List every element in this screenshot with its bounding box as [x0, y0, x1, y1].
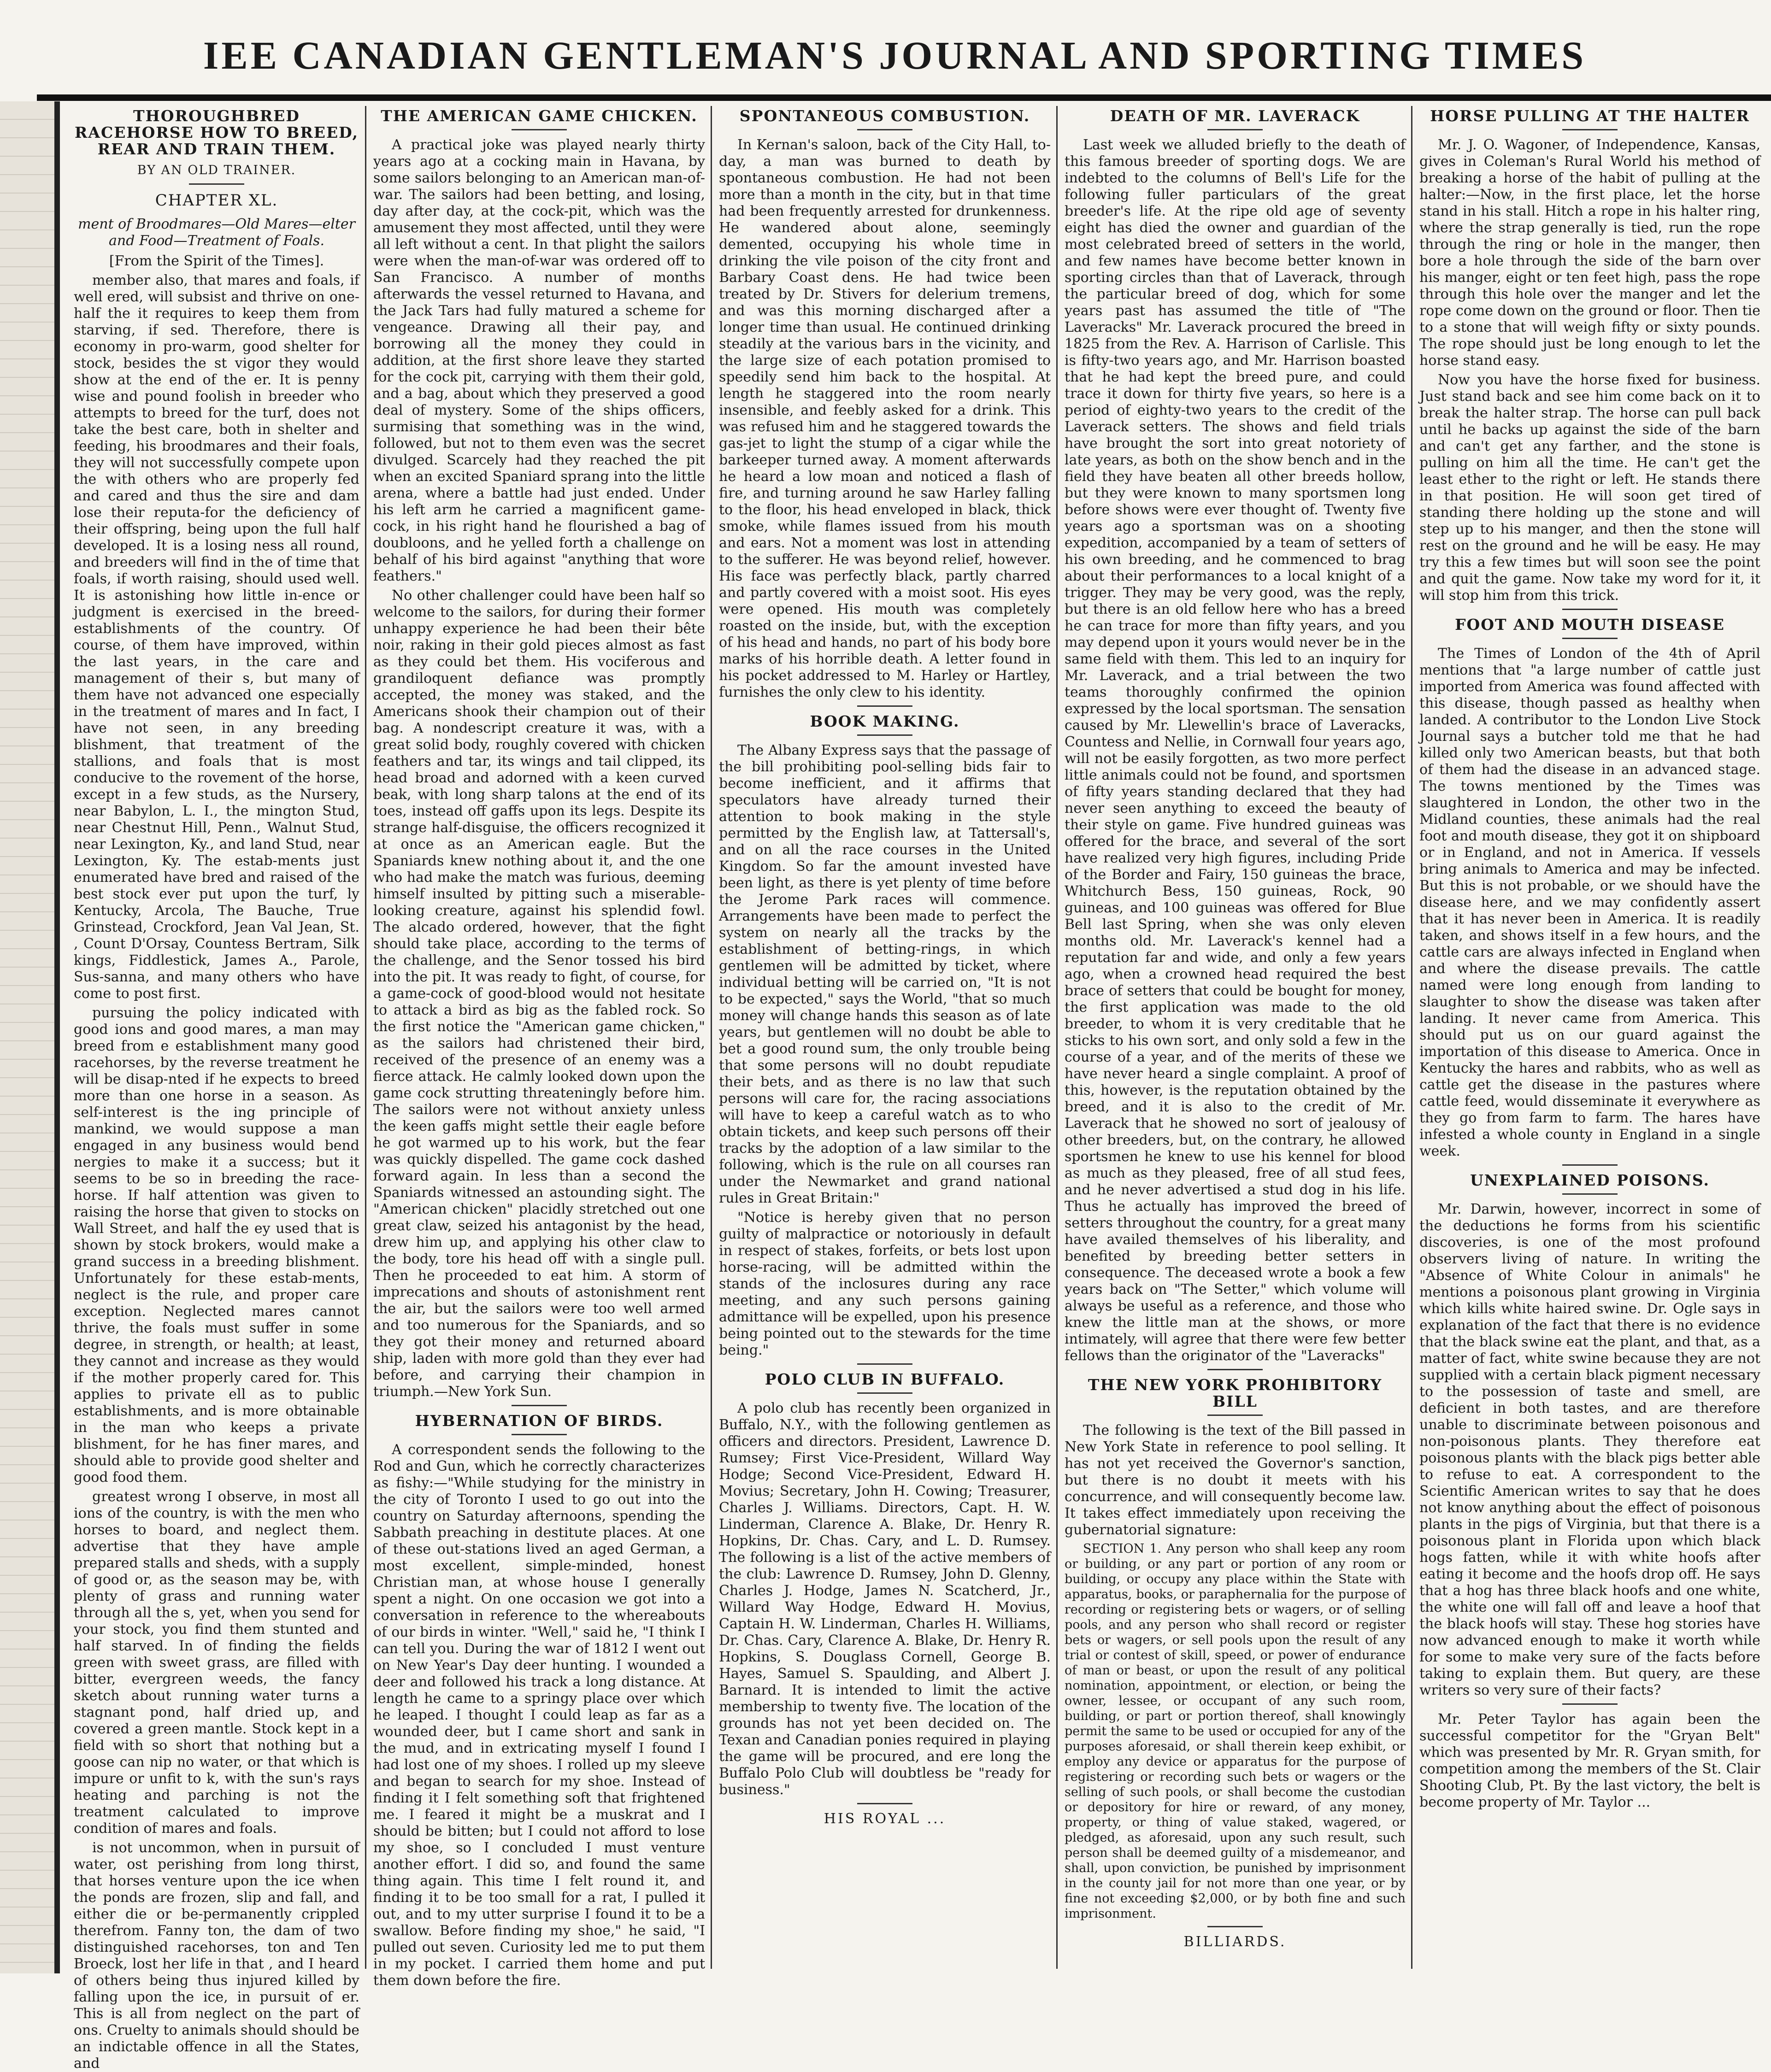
- article-title: THE AMERICAN GAME CHICKEN.: [381, 107, 698, 125]
- article-title: THOROUGHBRED RACEHORSE HOW TO BREED, REAR AND TRAIN THEM.: [74, 107, 359, 158]
- paragraph: In Kernan's saloon, back of the City Hall, to-day, a man was burned to death by spontaneous combustion. He had not been more than a month in the city, but in that time had been frequently arrested for drunkenness. He wandered about alone, seemingly demented, occupying his whole time in drinking the vile poison of the city front and Barbary Coast dens. He had twice been treated by Dr. Stivers for delerium tremens, and was this morning discharged after a longer time than usual. He continued drinking steadily at the various bars in the vicinity, and the large size of each potation promised to speedily send him back to the hospital. At length he staggered into the room nearly insensible, and feebly asked for a drink. This was refused him and he staggered towards the gas-jet to light the stump of a cigar while the barkeeper turned away. A moment afterwards he heard a low moan and noticed a flash of fire, and turning around he saw Harley falling to the floor, his head enveloped in black, thick smoke, while flames issued from his mouth and ears. Not a moment was lost in attending to the sufferer. He was beyond relief, however. His face was perfectly black, partly charred and partly covered with a moist soot. His eyes were opened. His mouth was completely roasted on the inside, but, with the exception of his head and hands, no part of his body bore marks of his horrible death. A letter found in his pocket addressed to M. Harley or Hartley, furnishes the only clew to his identity.: [719, 137, 1051, 700]
- divider: [512, 1434, 567, 1435]
- paragraph: A polo club has recently been organized in Buffalo, N.Y., with the following gentlemen as officers and directors. President, Lawrence D. Rumsey; First Vice-President, Willard Way Hodge; Second Vice-President, Edward H. Movius; Secretary, John H. Cowing; Treasurer, Charles J. Williams. Directors, Capt. H. W. Linderman, Clarence A. Blake, Dr. Henry R. Hopkins, Dr. Chas. Cary, and L. D. Rumsey. The following is a list of the active members of the club: Lawrence D. Rumsey, John D. Glenny, Charles J. Hodge, James N. Scatcherd, Jr., Willard Way Hodge, Edward H. Movius, Captain H. W. Linderman, Charles H. Williams, Dr. Chas. Cary, Clarence A. Blake, Dr. Henry R. Hopkins, S. Douglass Cornell, George B. Hayes, Samuel S. Spaulding, and Albert J. Barnard. It is intended to limit the active membership to twenty five. The location of the grounds has not yet been decided on. The Texan and Canadian ponies required in playing the game will be procured, and ere long the Buffalo Polo Club will doubtless be "ready for business.": [719, 1400, 1051, 1798]
- masthead-rule: [37, 94, 1771, 101]
- paragraph: is not uncommon, when in pursuit of water, ost perishing from long thirst, that horses venture upon the ice when the ponds are frozen, slip and fall, and either die or be-permanently crippled therefrom. Fanny ton, the dam of two distinguished racehorses, ton and Ten Broeck, lost her life in that , and I heard of others being thus injured killed by falling upon the ice, in pursuit of er. This is all from neglect on the part of ons. Cruelty to animals should should be an indictable offence in all the States, and: [74, 1840, 359, 2072]
- cutoff-heading: BILLIARDS.: [1183, 1934, 1287, 1950]
- cropped-left-column: [0, 101, 60, 1973]
- divider: [1207, 129, 1263, 130]
- paragraph: The Albany Express says that the passage of the bill prohibiting pool-selling bids fair to become inefficient, and it affirms that speculators have already turned their attention to book making in the style permitted by the English law, at Tattersall's, and on all the race courses in the United Kingdom. So far the amount invested have been light, as there is yet plenty of time before the Jerome Park races will commence. Arrangements have been made to perfect the system on nearly all the tracks by the establishment of betting-rings, in which gentlemen will be admitted by ticket, where individual betting will be carried on, "It is not to be expected," says the World, "that so much money will change hands this season as of late years, but gentlemen will no doubt be able to bet a good round sum, the only trouble being that some persons will no doubt repudiate their bets, and as there is no law that such persons will care for, the racing associations will have to keep a careful watch as to who obtain tickets, and keep such persons off their tracks by the adoption of a law similar to the following, which is the rule on all courses ran under the Newmarket and grand national rules in Great Britain:": [719, 742, 1051, 1206]
- paragraph: pursuing the policy indicated with good ions and good mares, a man may breed from e establishment many good racehorses, by the reverse treatment he will be disap-nted if he expects to breed more than one horse in a season. As self-interest is the ing principle of mankind, we would suppose a man engaged in any business would bend nergies to make it a success; but it seems to be so in breeding the race-horse. If half attention was given to raising the horse that given to stocks on Wall Street, and half the ey used that is shown by stock brokers, would make a grand success in a breeding blishment. Unfortunately for these estab-ments, neglect is the rule, and proper care exception. Neglected mares cannot thrive, the foals must suffer in some degree, in strength, or health; at least, they cannot and increase as they would if the mother properly cared for. This applies to private ell as to public establishments, and is more obtainable in the man who keeps a private blishment, for he has finer mares, and should able to provide good shelter and good food them.: [74, 1005, 359, 1485]
- paragraph: No other challenger could have been half so welcome to the sailors, for during their former unhappy experience he had been their bête noir, raking in their gold pieces almost as fast as they could bet them. His vociferous and grandiloquent defiance was promptly accepted, the money was staked, and the Americans shook their champion out of their bag. A nondescript creature it was, with a great solid body, roughly covered with chicken feathers and tar, its wings and tail clipped, its head broad and adorned with a keen curved beak, with long sharp talons at the end of its toes, instead off gaffs upon its legs. Despite its strange half-disguise, the officers recognized it at once as an American eagle. But the Spaniards knew nothing about it, and the one who had make the match was furious, deeming himself insulted by pitting such a miserable-looking creature, against his splendid fowl. The alcado ordered, however, that the fight should take place, according to the terms of the challenge, and the Senor tossed his bird into the pit. It was ready to fight, of course, for a game-cock of good-blood would not hesitate to attack a bird as big as the fabled rock. So the first notice the "American game chicken," as the sailors had christened their bird, received of the presence of an enemy was a fierce attack. He calmly looked down upon the game cock strutting threateningly before him. The sailors were not without anxiety unless the keen gaffs might settle their eagle before he got warmed up to his work, but the fear was quickly dispelled. The game cock dashed forward again. In less than a second the Spaniards witnessed an astounding sight. The "American chicken" placidly stretched out one great claw, seized his antagonist by the head, drew him up, and applying his other claw to the body, tore his head off with a single pull. Then he proceeded to eat him. A storm of imprecations and shouts of astonishment rent the air, but the sailors were too well armed and too numerous for the Spaniards, and so they got their money and returned aboard ship, laden with more gold than they ever had before, and carrying their champion in triumph.—New York Sun.: [373, 587, 705, 1400]
- divider: [857, 1803, 912, 1804]
- paragraph: Last week we alluded briefly to the death of this famous breeder of sporting dogs. We are indebted to the columns of Bell's Life for the following fuller particulars of the great breeder's life. At the ripe old age of seventy eight has died the owner and guardian of the most celebrated breed of setters in the world, and few names have become better known in sporting circles than that of Laverack, through the particular breed of dog, which for some years past has assumed the title of "The Laveracks" Mr. Laverack procured the breed in 1825 from the Rev. A. Harrison of Carlisle. This is fifty-two years ago, and Mr. Harrison boasted that he had kept the breed pure, and could trace it down for thirty five years, so here is a period of eighty-two years to the credit of the Laverack setters. The shows and field trials have brought the sort into great notoriety of late years, as both on the show bench and in the field they have beaten all other breeds hollow, but they were known to many sportsmen long before shows were ever thought of. Twenty five years ago a sportsman was on a shooting expedition, accompanied by a team of setters of his own breeding, and he commenced to brag about their performances to a local knight of a trigger. They may be very good, was the reply, but there is an old fellow here who has a breed he can trace for more than fifty years, and you may depend upon it yours would never be in the same field with them. This led to an inquiry for Mr. Laverack, and a trial between the two teams thoroughly confirmed the opinion expressed by the local sportsman. The sensation caused by Mr. Llewellin's brace of Laveracks, Countess and Nellie, in Cornwall four years ago, will not be easily forgotten, as two more perfect little animals could not be found, and sportsmen of fifty years standing declared that they had never seen anything to exceed the beauty of their style on game. Five hundred guineas was offered for the brace, and several of the sort have realized very high figures, including Pride of the Border and Fairy, 150 guineas the brace, Whitchurch Bess, 150 guineas, Rock, 90 guineas, and 100 guineas was offered for Blue Bell last Spring, when she was only eleven months old. Mr. Laverack's kennel had a reputation far and wide, and only a few years ago, when a crowned head required the best brace of setters that could be bought for money, the first application was made to the old breeder, to whom it is very creditable that he sticks to his own sort, and only sold a few in the course of a year, and of the merits of these we have never heard a single complaint. A proof of this, however, is the reputation obtained by the breed, and it is also to the credit of Mr. Laverack that he showed no sort of jealousy of other breeders, but, on the contrary, he allowed sportsmen he knew to use his kennel for blood as much as they pleased, free of all stud fees, and he never advertised a stud dog in his life. Thus he actually has improved the breed of setters throughout the country, for a great many have availed themselves of his liberality, and benefited by breeding better setters in consequence. The deceased wrote a book a few years back on "The Setter," which volume will always be useful as a reference, and those who knew the little man at the shows, or more intimately, will agree that there were few better fellows than the originator of the "Laveracks": [1065, 137, 1406, 1364]
- column-separator: [365, 106, 366, 1969]
- divider: [1207, 1369, 1263, 1370]
- page-columns: [65, 106, 1766, 2072]
- chapter-heading: CHAPTER XL.: [155, 191, 278, 210]
- column-3: [719, 106, 1051, 1969]
- divider: [512, 129, 567, 130]
- column-separator: [1056, 106, 1058, 1969]
- divider: [857, 705, 912, 707]
- column-4: [1065, 106, 1406, 1969]
- column-separator: [711, 106, 712, 1969]
- paragraph: Mr. Peter Taylor has again been the successful competitor for the "Gryan Belt" which was presented by Mr. R. Gryan smith, for competition among the members of the St. Clair Shooting Club, Pt. By the last victory, the belt is become property of Mr. Taylor ...: [1419, 1711, 1760, 1810]
- cutoff-heading: HIS ROYAL ...: [824, 1811, 946, 1827]
- paragraph: Mr. J. O. Wagoner, of Independence, Kansas, gives in Coleman's Rural World his method of breaking a horse of the habit of pulling at the halter:—Now, in the first place, let the horse stand in his stall. Hitch a rope in his halter ring, where the strap generally is tied, run the rope through the ring or hole in the manger, then bore a hole through the side of the barn over his manger, eight or ten feet high, pass the rope through this hole over the manger and let the rope come down on the ground or floor. Then tie to a stone that will weigh fifty or sixty pounds. The rope should just be long enough to let the horse stand easy.: [1419, 137, 1760, 369]
- divider: [1562, 638, 1618, 639]
- masthead: [0, 0, 1771, 99]
- divider: [857, 734, 912, 736]
- divider: [1562, 1193, 1618, 1195]
- paragraph: The Times of London of the 4th of April mentions that "a large number of cattle just imported from America was found affected with this disease, though passed as healthy when landed. A contributor to the London Live Stock Journal says a butcher told me that he had killed only two American beasts, but that both of them had the disease in an advanced stage. The towns mentioned by the Times was slaughtered in London, the other two in the Midland counties, these animals had the real foot and mouth disease, they got it on shipboard or in England, and not in America. If vessels bring animals to America and may be infected. But this is not probable, or we should have the disease here, and we may confidently assert that it has never been in America. It is readily taken, and shows itself in a few hours, and the cattle cars are always infected in England when and where the disease prevails. The cattle named were long enough from landing to slaughter to show the disease was taken after landing. It never came from America. This should put us on our guard against the importation of this disease to America. Once in Kentucky the hares and rabbits, who as well as cattle get the disease in the pastures where cattle feed, would disseminate it everywhere as they go from farm to farm. The hares have infested a whole county in England in a single week.: [1419, 646, 1760, 1159]
- article-title: HYBERNATION OF BIRDS.: [415, 1412, 664, 1430]
- divider: [1207, 1415, 1263, 1416]
- divider: [1562, 609, 1618, 610]
- left-edge-rule: [54, 101, 60, 1973]
- paragraph: A practical joke was played nearly thirty years ago at a cocking main in Havana, by some sailors belonging to an American man-of-war. The sailors had been betting, and losing, day after day, at the cock-pit, which was the amusement they most affected, until they were all left without a cent. In that plight the sailors were when the man-of-war was ordered off to San Francisco. A number of months afterwards the vessel returned to Havana, and the Jack Tars had fully matured a scheme for vengeance. Drawing all their pay, and borrowing all the money they could in addition, at the first shore leave they started for the cock pit, carrying with them their gold, and a bag, about which they preserved a good deal of mystery. Some of the ships officers, surmising that something was in the wind, followed, but not to them even was the secret divulged. Scarcely had they reached the pit when an excited Spaniard sprang into the little arena, where a battle had just ended. Under his left arm he carried a magnificent game-cock, in his right hand he flourished a bag of doubloons, and he yelled forth a challenge on behalf of his bird against "anything that wore feathers.": [373, 137, 705, 584]
- divider: [857, 129, 912, 130]
- column-1: [74, 106, 359, 2072]
- byline: BY AN OLD TRAINER.: [137, 163, 296, 177]
- column-5: [1419, 106, 1760, 1969]
- masthead-title: IEE CANADIAN GENTLEMAN'S JOURNAL AND SPORTING TIMES: [203, 33, 1587, 77]
- paragraph: Mr. Darwin, however, incorrect in some of the deductions he forms from his scientific discoveries, is one of the most profound observers living of nature. In writing the "Absence of White Colour in animals" he mentions a poisonous plant growing in Virginia which kills white haired swine. Dr. Ogle says in explanation of the fact that there is no evidence that the black swine eat the plant, and that, as a matter of fact, white swine because they are not supplied with a certain black pigment necessary to the possession of taste and smell, are deficient in both tastes, and are therefore unable to discriminate between poisonous and non-poisonous plants. They therefore eat poisonous plants with the black pigs better able to refuse to eat. A correspondent to the Scientific American writes to say that he does not know anything about the effect of poisonous plants in the pigs of Virginia, but that there is a poisonous plant in Florida upon which black hogs fatten, while it with white hoofs after eating it become and the hoofs drop off. He says that a hog has three black hoofs and one white, the white one will fall off and leave a hoof that the black hoofs will stay. These hog stories have now advanced enough to make it worth while for some to make very sure of the facts before taking to explain them. But query, are these writers so very sure of their facts?: [1419, 1201, 1760, 1698]
- article-title: BOOK MAKING.: [810, 712, 960, 730]
- paragraph: member also, that mares and foals, if well ered, will subsist and thrive on one-half the it requires to keep them from starving, if sed. Therefore, there is economy in pro-warm, good shelter for stock, besides the st vigor they would show at the end of the er. It is penny wise and pound foolish in breeder who attempts to breed for the turf, does not take the best care, both in shelter and feeding, his broodmares and their foals, they will not successfully compete upon the with others who are properly fed and cared and thus the sire and dam lose their reputa-for the deficiency of their offspring, being upon the full half developed. It is a losing ness all round, and breeders will find in the of time that foals, if worth raising, should used well. It is astonishing how little in-ence or judgment is exercised in the breed-establishments of the country. Of course, of them have improved, within the last years, in the care and management of their s, but many of them have not advanced one especially in the treatment of mares and In fact, I have not seen, in any breeding blishment, that treatment of the stallions, and foals that is most conducive to the rovement of the horse, except in a few studs, as the Nursery, near Babylon, L. I., the mington Stud, near Chestnut Hill, Penn., Walnut Stud, near Lexington, Ky., and land Stud, near Lexington, Ky. The estab-ments just enumerated have bred and raised of the best stock ever put upon the turf, ly Kentucky, Arcola, The Bauche, True Grinstead, Crockford, Jean Val Jean, St. , Count D'Orsay, Countess Bertram, Silk kings, Fiddlestick, James A., Parole, Sus-sanna, and many others who have come to post first.: [74, 272, 359, 1002]
- column-2: [373, 106, 705, 1989]
- paragraph: A correspondent sends the following to the Rod and Gun, which he correctly characterizes as fishy:—"While studying for the ministry in the city of Toronto I used to go out into the country on Saturday afternoons, spending the Sabbath preaching in destitute places. At one of these out-stations lived an aged German, a most excellent, simple-minded, honest Christian man, at whose house I generally spent a night. On one occasion we got into a conversation in reference to the whereabouts of our birds in winter. "Well," said he, "I think I can tell you. During the war of 1812 I went out on New Year's Day deer hunting. I wounded a deer and followed his track a long distance. At length he came to a springy place over which he leaped. I thought I could leap as far as a wounded deer, but I came short and sank in the mud, and in extricating myself I found I had lost one of my shoes. I rolled up my sleeve and began to search for my shoe. Instead of finding it I felt something soft that frightened me. I feared it might be a muskrat and I should be bitten; but I could not afford to lose my shoe, so I concluded I must venture another effort. I did so, and found the same thing again. This time I felt round it, and finding it to be too small for a rat, I pulled it out, and to my utter surprise I found it to be a swallow. Before finding my shoe," he said, "I pulled out seven. Curiosity led me to put them in my pocket. I carried them home and put them down before the fire.: [373, 1442, 705, 1989]
- paragraph: SECTION 1. Any person who shall keep any room or building, or any part or portion of any room or building, or occupy any place within the State with apparatus, books, or paraphernalia for the purpose of recording or registering bets or wagers, or of selling pools, and any person who shall record or register bets or wagers, or sell pools upon the result of any trial or contest of skill, speed, or power of endurance of man or beast, or upon the result of any political nomination, appointment, or election, or being the owner, lessee, or occupant of any such room, building, or part or portion thereof, shall knowingly permit the same to be used or occupied for any of the purposes aforesaid, or shall therein keep exhibit, or employ any device or apparatus for the purpose of registering or recording such bets or wagers or the selling of such pools, or shall become the custodian or depository for hire or reward, of any money, property, or thing of value staked, wagered, or pledged, as aforesaid, upon any such result, such person shall be deemed guilty of a misdemeanor, and shall, upon conviction, be punished by imprisonment in the county jail for not more than one year, or by fine not exceeding $2,000, or by both fine and such imprisonment.: [1065, 1542, 1406, 1921]
- article-title: FOOT AND MOUTH DISEASE: [1455, 616, 1725, 634]
- article-title: POLO CLUB IN BUFFALO.: [765, 1370, 1005, 1388]
- paragraph: greatest wrong I observe, in most all ions of the country, is with the men who horses to board, and neglect them. advertise that they have ample prepared stalls and sheds, with a supply of good or, as the season may be, with plenty of grass and running water through all the s, yet, when you send for your stock, you find them stunted and half starved. In of finding the fields green with sweet grass, are filled with bitter, evergreen weeds, the fancy sketch about running water turns a stagnant pond, half dried up, and covered a green mantle. Stock kept in a field with so short that nothing but a goose can nip no water, or that which is impure or unfit to k, with the sun's rays heating and parching is not the treatment calculated to improve condition of mares and foals.: [74, 1489, 359, 1837]
- divider: [1562, 129, 1618, 130]
- divider: [1562, 1164, 1618, 1166]
- article-title: THE NEW YORK PROHIBITORY BILL: [1088, 1376, 1383, 1410]
- column-separator: [1411, 106, 1412, 1969]
- article-subtitle: ment of Broodmares—Old Mares—elter and Food—Treatment of Foals.: [78, 216, 355, 249]
- paragraph: "Notice is hereby given that no person guilty of malpractice or notoriously in default in respect of stakes, forfeits, or bets lost upon horse-racing, will be admitted within the stands of the inclosures during any race meeting, and any such persons gaining admittance will be expelled, upon his presence being pointed out to the stewards for the time being.": [719, 1209, 1051, 1358]
- article-title: SPONTANEOUS COMBUSTION.: [739, 107, 1030, 125]
- source-line: [From the Spirit of the Times].: [109, 253, 324, 269]
- divider: [1207, 1926, 1263, 1927]
- divider: [512, 1405, 567, 1406]
- article-title: HORSE PULLING AT THE HALTER: [1430, 107, 1750, 125]
- article-title: DEATH OF MR. LAVERACK: [1110, 107, 1360, 125]
- article-title: UNEXPLAINED POISONS.: [1470, 1171, 1710, 1189]
- divider: [857, 1363, 912, 1365]
- paragraph: The following is the text of the Bill passed in New York State in reference to pool selling. It has not yet received the Governor's sanction, but there is no doubt it meets with his concurrence, and will consequently become law. It takes effect immediately upon receiving the gubernatorial signature:: [1065, 1422, 1406, 1538]
- divider: [1562, 1703, 1618, 1705]
- paragraph: Now you have the horse fixed for business. Just stand back and see him come back on it to break the halter strap. The horse can pull back until he backs up against the side of the barn and can't get any farther, and the stone is pulling on him all the time. He can't get the least ether to the right or left. He stands there in that position. He will soon get tired of standing there holding up the stone and will step up to his manger, and then the stone will rest on the ground and he will be easy. He may try this a few times but will soon see the point and quit the game. Now take my word for it, it will stop him from this trick.: [1419, 372, 1760, 604]
- divider: [857, 1392, 912, 1394]
- divider: [189, 183, 244, 185]
